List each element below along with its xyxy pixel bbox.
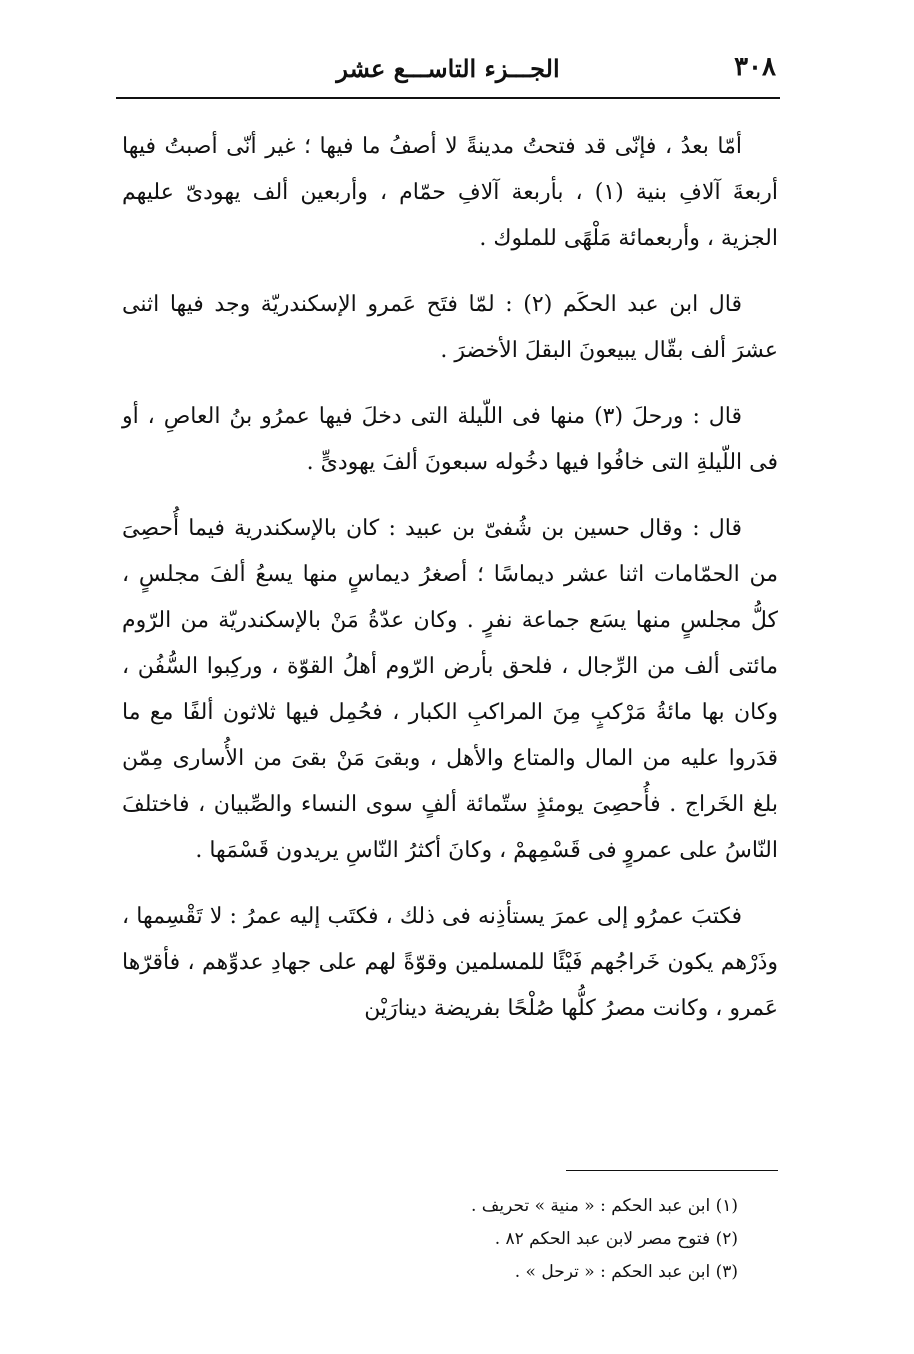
body-text	[122, 124, 778, 1052]
footnote: (٢) فتوح مصر لابن عبد الحكم ٨٢ .	[494, 1229, 738, 1249]
paragraph: قال : وقال حسين بن شُفىّ بن عبيد : كان بالإسكندرية فيما أُحصِىَ من الحمّامات اثنا عشر ديماسًا ؛ أصغرُ ديماسٍ منها يسعُ ألفَ مجلسٍ ، كلُّ مجلسٍ منها يسَع جماعة نفرٍ . وكان عدّةُ مَنْ بالإسكندريّة من الرّوم مائتى ألف من الرِّجال ، فلحق بأرض الرّوم أهلُ القوّة ، وركِبوا السُّفُن ، وكان بها مائةُ مَرْكبٍ مِنَ المراكبِ الكبار ، فحُمِل فيها ثلاثون ألفًا مع ما قدَروا عليه من المال والمتاع والأهل ، وبقىَ مَنْ بقىَ من الأُسارى مِمّن بلغ الخَراج . فأُحصِىَ يومئذٍ ستّمائة ألفٍ سوى النساء والصِّبيان ، فاختلفَ النّاسُ على عمروٍ فى قَسْمِهمْ ، وكانَ أكثرُ النّاسِ يريدون قَسْمَها .	[122, 516, 778, 863]
footnotes	[300, 1190, 738, 1289]
paragraph: قال ابن عبد الحكَم (٢) : لمّا فتَح عَمرو الإسكندريّة وجد فيها اثنى عشرَ ألف بقّال يبيعونَ البقلَ الأخضرَ .	[122, 292, 778, 363]
footnote-rule	[566, 1170, 778, 1171]
page-header	[116, 50, 780, 94]
header-rule	[116, 97, 780, 99]
paragraph: أمّا بعدُ ، فإنّى قد فتحتُ مدينةً لا أصفُ ما فيها ؛ غير أنّى أصبتُ فيها أربعةَ آلافِ بنية (١) ، بأربعة آلافِ حمّام ، وأربعين ألف يهودىّ عليهم الجزية ، وأربعمائة مَلْهًى للملوك .	[122, 134, 778, 251]
footnote: (٣) ابن عبد الحكم : « ترحل » .	[514, 1262, 738, 1282]
running-title: الجـــزء التاســـع عشر	[336, 54, 560, 83]
paragraph: قال : ورحلَ (٣) منها فى اللّيلة التى دخلَ فيها عمرُو بنُ العاصِ ، أو فى اللّيلةِ التى خافُوا فيها دخُوله سبعونَ ألفَ يهودىٍّ .	[122, 404, 778, 475]
paragraph: فكتبَ عمرُو إلى عمرَ يستأذِنه فى ذلك ، فكتَب إليه عمرُ : لا تَقْسِمها ، وذَرْهم يكون خَراجُهم فَيْئًا للمسلمين وقوّةً لهم على جهادِ عدوِّهم ، فأقرّها عَمرو ، وكانت مصرُ كلُّها صُلْحًا بفريضة دينارَيْن	[122, 904, 778, 1021]
page-number: ٣٠٨	[734, 52, 776, 82]
footnote: (١) ابن عبد الحكم : « منية » تحريف .	[470, 1196, 738, 1216]
